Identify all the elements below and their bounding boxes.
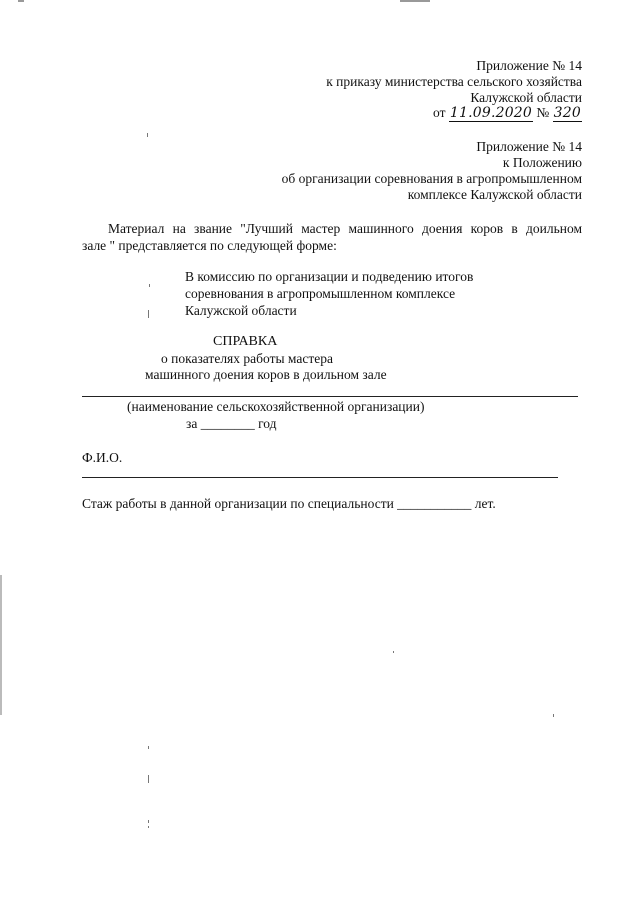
year-line: за ________ год	[186, 416, 277, 431]
scan-edge-shadow	[0, 575, 2, 715]
scan-speck	[148, 820, 149, 823]
certificate-line1: о показателях работы мастера	[161, 351, 333, 366]
scan-speck	[148, 775, 149, 783]
number-sign: №	[536, 105, 550, 120]
scan-speck	[148, 746, 149, 749]
appendix2-line1: Приложение № 14	[476, 139, 582, 154]
fio-line	[82, 477, 558, 478]
appendix1-line2: к приказу министерства сельского хозяйства	[326, 74, 582, 89]
addressee-line2: соревнования в агропромышленном комплексе	[185, 286, 456, 301]
scan-top-mark	[18, 0, 24, 2]
experience-line: Стаж работы в данной организации по специальности ___________ лет.	[82, 496, 496, 511]
scan-speck	[393, 651, 394, 653]
scan-speck	[148, 310, 149, 318]
appendix1-line3: Калужской области	[470, 90, 582, 105]
fio-label: Ф.И.О.	[82, 450, 123, 465]
date-prefix: от	[433, 105, 446, 120]
appendix1-line1: Приложение № 14	[476, 58, 582, 73]
organization-caption: (наименование сельскохозяйственной организации)	[127, 399, 425, 414]
scan-speck	[149, 284, 150, 287]
addressee-line1: В комиссию по организации и подведению итогов	[185, 269, 474, 284]
appendix1-date-line	[433, 105, 582, 121]
appendix2-line2: к Положению	[502, 155, 582, 170]
addressee-line3: Калужской области	[185, 303, 297, 318]
appendix2-line4: комплексе Калужской области	[407, 187, 582, 202]
handwritten-number: 320	[553, 105, 581, 121]
certificate-title: СПРАВКА	[213, 334, 278, 349]
scan-speck	[553, 714, 554, 717]
intro-line1: Материал на звание "Лучший мастер машинного доения коров в доильном	[108, 221, 582, 236]
organization-line	[82, 396, 578, 397]
certificate-line2: машинного доения коров в доильном зале	[145, 367, 387, 382]
intro-line2: зале " представляется по следующей форме:	[82, 238, 337, 253]
scan-top-mark	[400, 0, 430, 2]
handwritten-date: 11.09.2020	[449, 105, 533, 121]
scan-speck	[148, 826, 149, 828]
appendix2-line3: об организации соревнования в агропромышленном	[281, 171, 582, 186]
scan-speck	[147, 133, 148, 137]
